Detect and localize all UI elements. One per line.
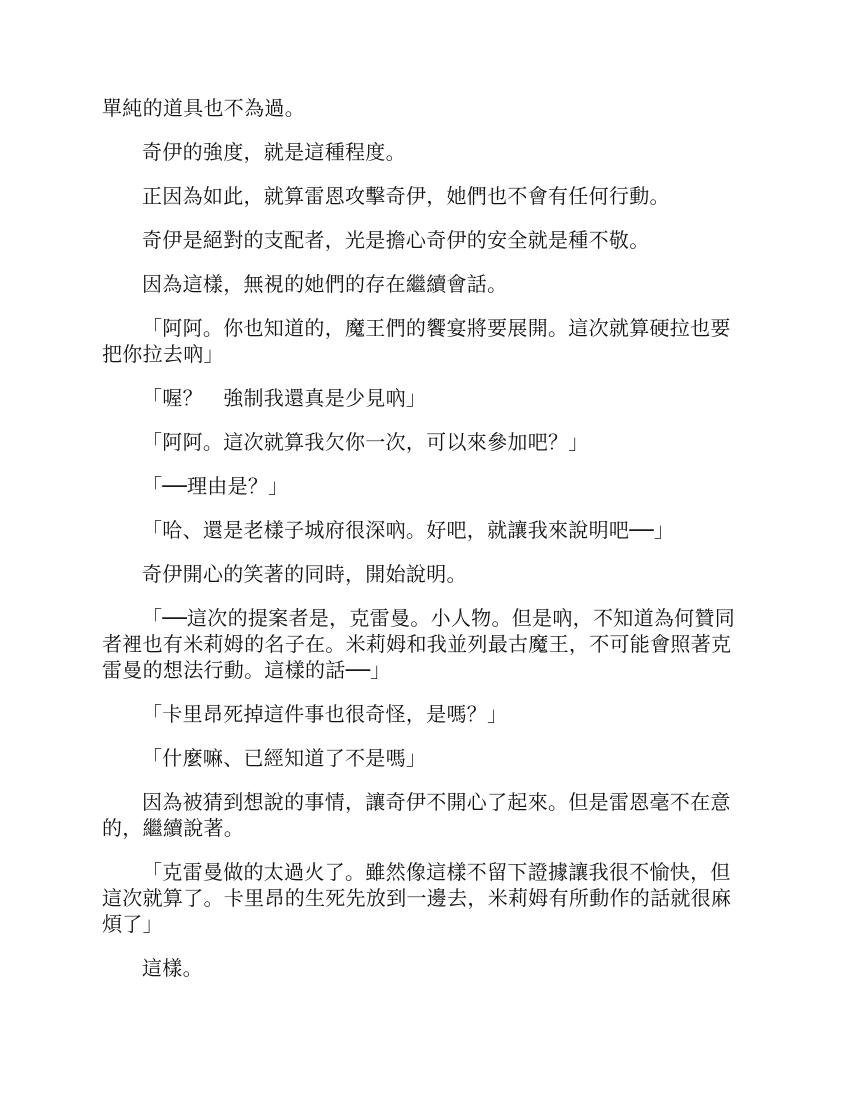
paragraph: 因為這樣，無視的她們的存在繼續會話。 [142,272,508,296]
paragraph: 「阿阿。你也知道的，魔王們的饗宴將要展開。這次就算硬拉也要把你拉去吶」 [102,316,731,366]
paragraph: 奇伊的強度，就是這種程度。 [142,140,406,164]
paragraph: 奇伊是絕對的支配者，光是擔心奇伊的安全就是種不敬。 [142,228,650,252]
paragraph: 「阿阿。這次就算我欠你一次，可以來參加吧？」 [142,430,589,454]
paragraph: 奇伊開心的笑著的同時，開始說明。 [142,562,467,586]
paragraph: 「卡里昂死掉這件事也很奇怪，是嗎？」 [142,702,508,726]
paragraph: 正因為如此，就算雷恩攻擊奇伊，她們也不會有任何行動。 [142,184,670,208]
document-body [102,95,748,999]
paragraph: 「喔？ 強制我還真是少見吶」 [142,386,427,410]
paragraph: 因為被猜到想說的事情，讓奇伊不開心了起來。但是雷恩毫不在意的，繼續說著。 [102,790,731,840]
paragraph: 「什麼嘛、已經知道了不是嗎」 [142,746,427,770]
paragraph: 「哈、還是老樣子城府很深吶。好吧，就讓我來說明吧──」 [142,518,675,542]
paragraph: 這樣。 [142,956,203,980]
paragraph: 「──這次的提案者是，克雷曼。小人物。但是吶，不知道為何贊同者裡也有米莉姆的名子在。米莉姆和我並列最古魔王，不可能會照著克雷曼的想法行動。這樣的話──」 [102,606,736,682]
paragraph: 「──理由是？」 [142,474,289,498]
paragraph: 「克雷曼做的太過火了。雖然像這樣不留下證據讓我很不愉快，但這次就算了。卡里昂的生死先放到一邊去，米莉姆有所動作的話就很麻煩了」 [102,860,732,936]
paragraph: 單純的道具也不為過。 [102,96,305,120]
